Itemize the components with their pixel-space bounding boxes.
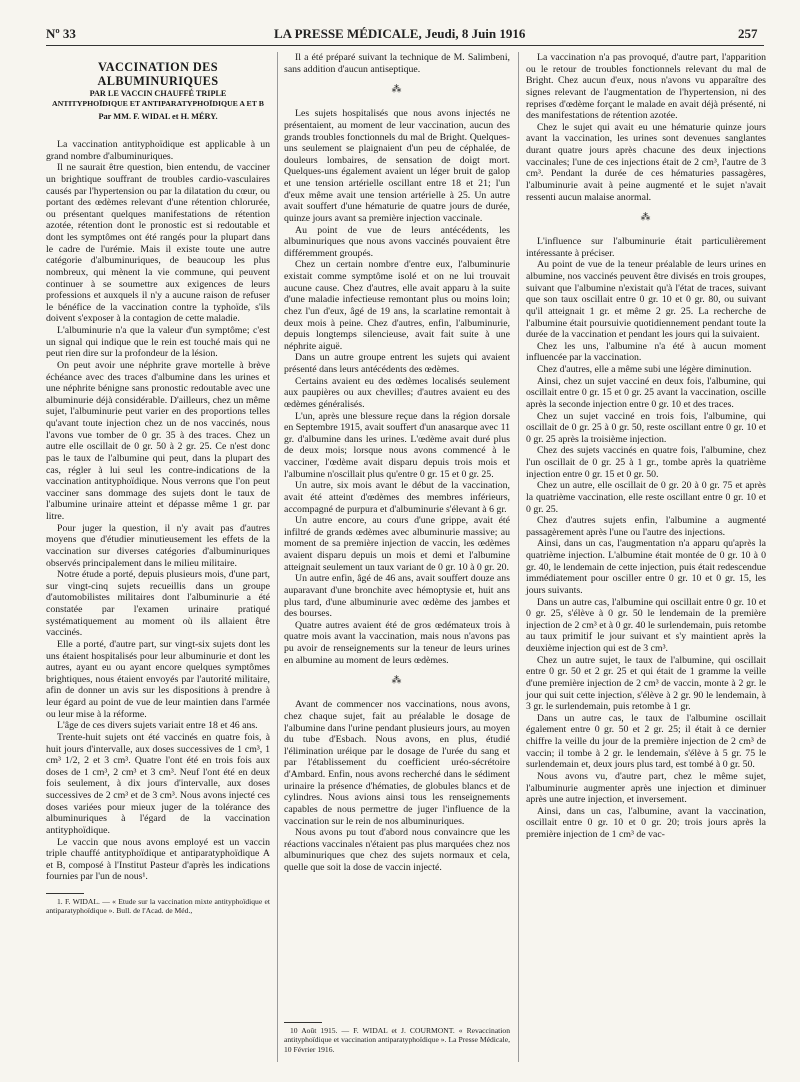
paragraph: Dans un autre groupe entrent les sujets qui avaient présenté dans leurs antécédents des œdèmes. bbox=[284, 352, 510, 375]
footnote: 10 Août 1915. — F. WIDAL et J. COURMONT. « Revaccination antityphoïdique et vaccination antiparatyphoïdique ». La Presse Médicale, 10 Février 1916. bbox=[284, 1026, 510, 1054]
paragraph: Certains avaient eu des œdèmes localisés seulement aux paupières ou aux chevilles; d'autres avaient eu des œdèmes généralisés. bbox=[284, 375, 510, 410]
paragraph: Nous avons vu, d'autre part, chez le même sujet, l'albuminurie augmenter après une injection et diminuer après une autre injection, et inversement. bbox=[526, 770, 766, 806]
paragraph: Ainsi, dans un cas, l'augmentation n'a apparu qu'après la quatrième injection. L'albumine était montée de 0 gr. 10 à 0 gr. 40, le lendemain de cette injection, puis était redescendue immédiatement pour osciller entre 0 gr. 10 et 0 gr. 15, les jours suivants. bbox=[526, 538, 766, 596]
paragraph: L'un, après une blessure reçue dans la région dorsale en Septembre 1915, avait souffert d'un anasarque avec 11 gr. d'albumine dans les urines. L'œdème avait duré plus de deux mois; lorsque nous avons commencé à le vacciner, l'œdème avait disparu depuis trois mois et l'albumine n'oscillait plus qu'entre 0 gr. 15 et 0 gr. 25. bbox=[284, 410, 510, 480]
paragraph: Nous avons pu tout d'abord nous convaincre que les réactions vaccinales n'étaient pas plus marquées chez nos albuminuriques que chez des sujets normaux et cela, quelle que soit la dose de vaccin injecté. bbox=[284, 827, 510, 873]
article-title: VACCINATION DES ALBUMINURIQUES bbox=[97, 60, 219, 88]
paragraph: Chez d'autres, elle a même subi une légère diminution. bbox=[537, 364, 752, 375]
paragraph: Quatre autres avaient été de gros œdémateux trois à quatre mois avant la vaccination, mais nous n'avons pas pu avoir de renseignements sur la teneur de leurs urines en albumine au moment de leurs œdèmes. bbox=[284, 619, 510, 666]
paragraph: Ainsi, dans un cas, l'albumine, avant la vaccination, oscillait entre 0 gr. 10 et 0 gr. 20; trois jours après la première injection de 1 cm³ de vac- bbox=[526, 805, 766, 840]
paragraph: Chez un autre, elle oscillait de 0 gr. 20 à 0 gr. 75 et après la quatrième vaccination, elle reste oscillant entre 0 gr. 10 et 0 gr. 25. bbox=[526, 480, 766, 515]
paragraph: Un autre, six mois avant le début de la vaccination, avait été atteint d'œdèmes des membres inférieurs, accompagné de purpura et d'albuminurie s'élevant à 6 gr. bbox=[284, 480, 510, 515]
column-3 bbox=[526, 52, 766, 841]
paragraph: Au point de vue de la teneur préalable de leurs urines en albumine, nos vaccinés peuvent être divisés en trois groupes, suivant que l'albumine n'existait qu'à l'état de traces, suivant que son taux oscillait entre 0 gr. 10 et 0 gr. 80, ou suivant qu'il atteignait 1 gr. et même 2 gr. 25. La recherche de l'albumine était poursuivie quotidiennement pendant toute la durée de la vaccination et pendant les jours qui la suivaient. bbox=[526, 259, 766, 341]
article-authors: Par MM. F. WIDAL et H. MÉRY. bbox=[98, 112, 218, 121]
header-rule bbox=[46, 45, 764, 46]
paragraph: Pour juger la question, il n'y avait pas d'autres moyens que d'étudier minutieusement les effets de la vaccination sur diverses catégories d'albuminuriques observés principalement dans le milieu militaire. bbox=[46, 522, 270, 569]
paragraph: Il a été préparé suivant la technique de M. Salimbeni, sans addition d'aucun antiseptique. bbox=[284, 52, 510, 75]
article-subtitle-2: ANTITYPHOÏDIQUE ET ANTIPARATYPHOÏDIQUE A ET B bbox=[52, 99, 264, 108]
paragraph: Les sujets hospitalisés que nous avons injectés ne présentaient, au moment de leur vaccination, aucun des grands troubles fonctionnels du mal de Bright. Quelques-uns seulement se plaignaient d'un peu de céphalée, de douleurs lombaires, de sensation de doigt mort. Quelques-uns également avaient un léger bruit de galop et une tension artérielle oscillant entre 18 et 21; l'un d'eux même avait une tension artérielle à 25. Un autre avait souffert d'une hématurie de quatre jours de durée, quinze jours avant sa première injection vaccinale. bbox=[284, 108, 510, 224]
paragraph: La vaccination antityphoïdique est applicable à un grand nombre d'albuminuriques. bbox=[46, 139, 270, 162]
column-divider-2 bbox=[518, 52, 519, 1062]
paragraph: Trente-huit sujets ont été vaccinés en quatre fois, à huit jours d'intervalle, aux doses successives de 1 cm³, 1 cm³ 1/2, 2 et 3 cm³. Quatre l'ont été en trois fois aux doses de 1 cm³, 2 cm³ et 3 cm³. Neuf l'ont été en deux fois seulement, à dix jours d'intervalle, aux doses successives de 2 cm³ et de 3 cm³. Nous avons injecté ces doses variées pour mieux juger de la tolérance des albuminuriques à l'égard de la vaccination antityphoïdique. bbox=[46, 731, 270, 836]
page-header bbox=[46, 26, 762, 46]
column-divider-1 bbox=[277, 52, 278, 1062]
issue-number: Nº 33 bbox=[46, 26, 76, 41]
journal-running-title: LA PRESSE MÉDICALE, Jeudi, 8 Juin 1916 bbox=[274, 26, 526, 41]
paragraph: Elle a porté, d'autre part, sur vingt-six sujets dont les uns étaient hospitalisés pour leur albuminurie et dont les autres, ayant eu ou ayant encore quelques symptômes brightiques, nous étaient envoyés par l'autorité militaire, afin de donner un avis sur les dispositions à prendre à leur égard au point de vue de leur maintien dans l'armée ou leur mise à la réforme. bbox=[46, 638, 270, 720]
article-subtitle-1: PAR LE VACCIN CHAUFFÉ TRIPLE bbox=[89, 89, 227, 98]
paragraph: L'âge de ces divers sujets variait entre 18 et 46 ans. bbox=[57, 720, 258, 732]
paragraph: Le vaccin que nous avons employé est un vaccin triple chauffé antityphoïdique et antiparatyphoïdique A et B, composé à l'Institut Pasteur d'après les indications fournies par l'un de nous¹. bbox=[46, 836, 270, 883]
paragraph: Au point de vue de leurs antécédents, les albuminuriques que nous avons vaccinés pouvaient être différemment groupés. bbox=[284, 224, 510, 259]
paragraph: Un autre enfin, âgé de 46 ans, avait souffert douze ans auparavant d'une bronchite avec hémoptysie et, huit ans plus tard, d'une albuminurie avec œdème des jambes et des bourses. bbox=[284, 573, 510, 620]
footnote-rule bbox=[46, 893, 84, 894]
paragraph: L'albuminurie n'a que la valeur d'un symptôme; c'est un signal qui indique que le rein est touché mais qui ne peut rien dire sur la profondeur de la lésion. bbox=[46, 325, 270, 360]
footnote-continuation bbox=[284, 1022, 510, 1054]
paragraph: Dans un autre cas, l'albumine qui oscillait entre 0 gr. 10 et 0 gr. 25, s'élève à 0 gr. 50 le lendemain de la première injection de 2 cm³ et à 0 gr. 40 le surlendemain, puis retombe au taux primitif le jour suivant et s'y maintient après la deuxième injection qui est de 3 cm³. bbox=[526, 596, 766, 654]
paragraph: Chez des sujets vaccinés en quatre fois, l'albumine, chez l'un oscillait de 0 gr. 25 à 1 gr., tombe après la quatrième injection entre 0 gr. 15 et 0 gr. 50. bbox=[526, 445, 766, 480]
paragraph: Dans un autre cas, le taux de l'albumine oscillait également entre 0 gr. 50 et 2 gr. 25; il était à ce dernier chiffre la veille du jour de la première injection de 2 cm³ de vaccin; il tombe à 2 gr. le lendemain, s'élève à 5 gr. 75 le surlendemain et, deux jours plus tard, est tombé à 0 gr. 50. bbox=[526, 712, 766, 771]
paragraph: Il ne saurait être question, bien entendu, de vacciner un brightique souffrant de troubles cardio-vasculaires causés par l'hypertension ou par la dilatation du cœur, ou portant des œdèmes relevant d'une rétention chlorurée, ou présentant quelques manifestations de rétention azotée, rétention dont le pronostic est si redoutable et dont les symptômes ont été rangés pour la plupart dans le cadre de l'urémie. Mais il existe toute une autre catégorie d'albuminuriques, de beaucoup les plus nombreux, qui mènent la vie commune, qui peuvent continuer à se soumettre aux exigences de leurs professions et auxquels il n'y a aucune raison de refuser le bénéfice de la vaccination contre la typhoïde, s'ils doivent s'exposer à la contagion de cette maladie. bbox=[46, 162, 270, 325]
paragraph: Notre étude a porté, depuis plusieurs mois, d'une part, sur vingt-cinq sujets recueillis dans un groupe d'automobilistes militaires dont l'albuminurie a été constatée par l'examen urinaire pratiqué systématiquement au moment où ils allaient être vaccinés. bbox=[46, 569, 270, 639]
section-separator-stars: ⁂ bbox=[640, 212, 652, 224]
section-separator-stars: ⁂ bbox=[391, 675, 403, 687]
paragraph: Chez le sujet qui avait eu une hématurie quinze jours avant la vaccination, les urines sont devenues sanglantes durant quatre jours après chacune des deux injections vaccinales; l'une de ces injections était de 2 cm³, l'autre de 3 cm³. Pendant la durée de ces hématuries passagères, l'albuminurie avait à peine augmenté et le sujet n'avait ressenti aucun malaise anormal. bbox=[526, 121, 766, 203]
paragraph: La vaccination n'a pas provoqué, d'autre part, l'apparition ou le retour de troubles fonctionnels relevant du mal de Bright. Chez aucun d'eux, nous n'avons vu apparaître des signes relevant de l'augmentation de l'hypertension, ni des reprises d'œdème forçant le malade en avait déjà présenté, ni des manifestations de rétention azotée. bbox=[526, 52, 766, 122]
paragraph: Chez un sujet vacciné en trois fois, l'albumine, qui oscillait de 0 gr. 25 à 0 gr. 50, reste oscillant entre 0 gr. 10 et 0 gr. 25 après la troisième injection. bbox=[526, 410, 766, 445]
column-2 bbox=[284, 52, 510, 874]
footnote-rule bbox=[284, 1022, 322, 1023]
paragraph: Ainsi, chez un sujet vacciné en deux fois, l'albumine, qui oscillait entre 0 gr. 15 et 0 gr. 25 avant la vaccination, oscille après la seconde injection entre 0 gr. 10 et des traces. bbox=[526, 375, 766, 410]
page-number: 257 bbox=[738, 26, 758, 41]
paragraph: Un autre encore, au cours d'une grippe, avait été infiltré de grands œdèmes avec albuminurie massive; au moment de sa première injection de vaccin, les œdèmes avaient disparu depuis un mois et demi et l'albumine atteignait seulement un taux variant de 0 gr. 10 à 0 gr. 20. bbox=[284, 515, 510, 573]
paragraph: Avant de commencer nos vaccinations, nous avons, chez chaque sujet, fait au préalable le dosage de l'albumine dans l'urine pendant plusieurs jours, au moyen du tube d'Esbach. Nous avons, en plus, étudié l'élimination uréique par le dosage de l'urée du sang et par l'établissement du coefficient uréo-sécrétoire d'Ambard. Enfin, nous avons recherché dans le sédiment urinaire la présence d'hématies, de globules blancs et de cylindres. Nous avions ainsi tous les renseignements capables de nous permettre de juger l'influence de la vaccination sur le rein de nos albuminuriques. bbox=[284, 699, 510, 827]
paragraph: Chez les uns, l'albumine n'a été à aucun moment influencée par la vaccination. bbox=[526, 340, 766, 364]
paragraph: L'influence sur l'albuminurie était particulièrement intéressante à préciser. bbox=[526, 236, 766, 259]
paragraph: Chez un autre sujet, le taux de l'albumine, qui oscillait entre 0 gr. 50 et 2 gr. 25 et qui était de 1 gramme la veille d'une première injection de 2 cm³ de vaccin, monte à 2 gr. le jour qui suit cette injection, s'élève à 2 gr. 90 le lendemain, à 3 gr. le surlendemain, puis retombe à 1 gr. bbox=[526, 654, 766, 713]
section-separator-stars: ⁂ bbox=[391, 84, 403, 96]
paragraph: On peut avoir une néphrite grave mortelle à brève échéance avec des traces d'albumine dans les urines et une néphrite bénigne sans pronostic redoutable avec une albuminurie déjà considérable. D'ailleurs, chez un même sujet, l'albuminurie peut varier en des proportions telles qu'avant toute injection chez un de nos vaccinés, nous l'avons vue tomber de 0 gr. 35 à des traces. Chez un autre elle oscillait de 0 gr. 50 à 2 gr. 25. Ce n'est donc pas le taux de l'albumine qui peut, dans la plupart des cas, régler à lui seul les contre-indications de la vaccination antityphoïdique. Nous verrons que l'on peut vacciner sans dommage des sujets dont le taux de l'albumine urinaire atteint et dépasse même 1 gr. par litre. bbox=[46, 359, 270, 522]
paragraph: Chez un certain nombre d'entre eux, l'albuminurie existait comme symptôme isolé et on ne lui trouvait aucune cause. Chez d'autres, elle avait apparu à la suite d'une maladie infectieuse remontant plus ou moins loin; chez l'un d'eux, âgé de 19 ans, la scarlatine remontait à deux mois à peine. Chez d'autres, enfin, l'albuminurie, depuis longtemps silencieuse, avait fait suite à une néphrite aiguë. bbox=[284, 259, 510, 352]
column-1 bbox=[46, 52, 270, 916]
paragraph: Chez d'autres sujets enfin, l'albumine a augmenté passagèrement après l'une ou l'autre des injections. bbox=[526, 515, 766, 538]
footnote: 1. F. WIDAL. — « Etude sur la vaccination mixte antityphoïdique et antiparatyphoïdique ». Bull. de l'Acad. de Méd., bbox=[46, 897, 270, 916]
